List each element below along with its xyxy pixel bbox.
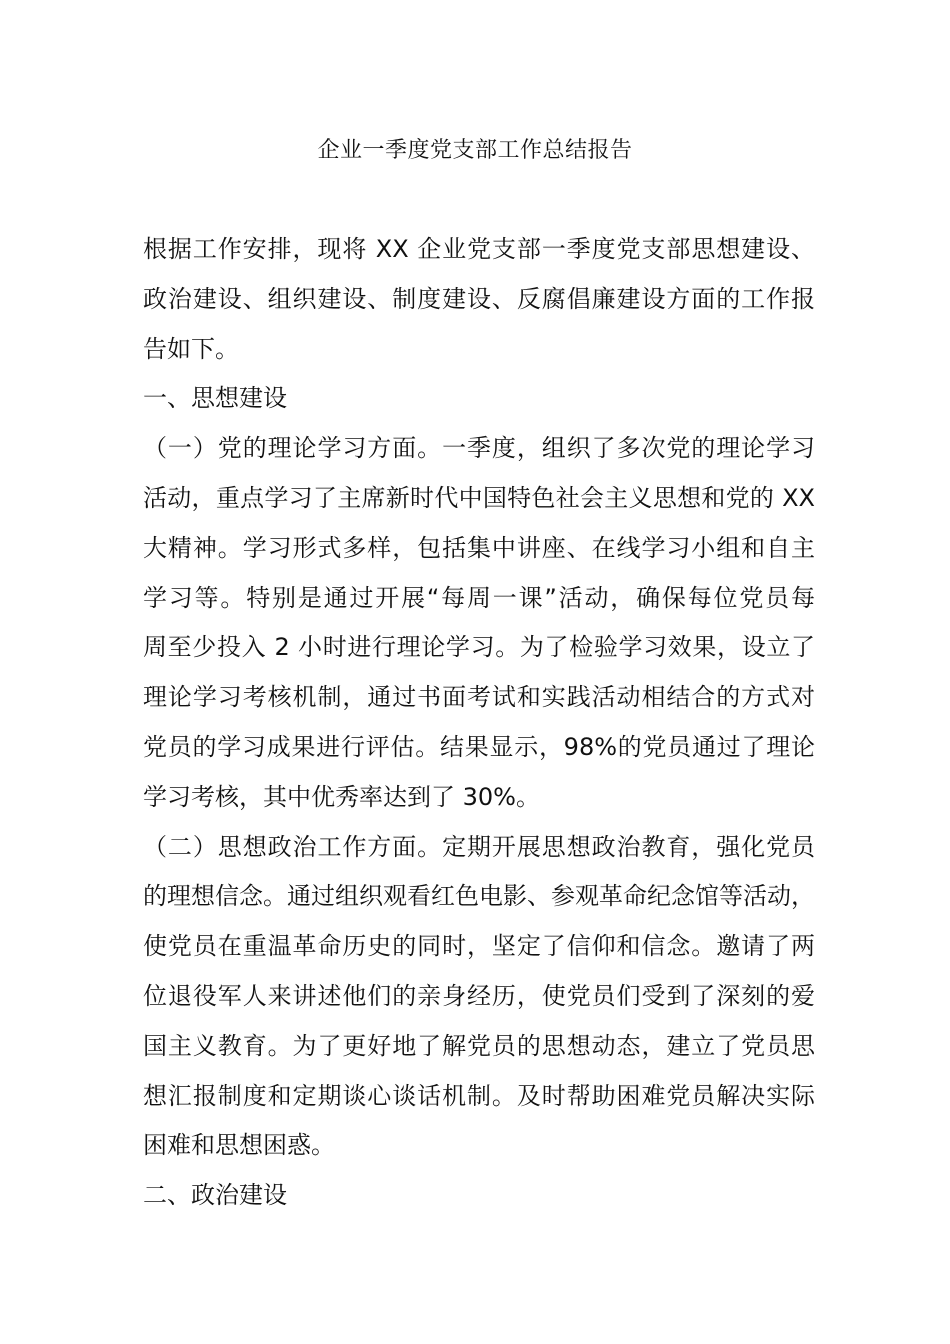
- document-title: 企业一季度党支部工作总结报告: [317, 138, 633, 163]
- section-heading: 一、思想建设: [143, 384, 287, 413]
- body-line: 活动，重点学习了主席新时代中国特色社会主义思想和党的 XX: [143, 483, 815, 512]
- body-line: 的理想信念。通过组织观看红色电影、参观革命纪念馆等活动，: [143, 882, 815, 911]
- body-line: 学习等。特别是通过开展“每周一课”活动，确保每位党员每: [143, 583, 815, 612]
- document-body: [143, 225, 815, 1221]
- body-line: （二）思想政治工作方面。定期开展思想政治教育，强化党员: [143, 832, 815, 861]
- body-line: （一）党的理论学习方面。一季度，组织了多次党的理论学习: [143, 434, 815, 463]
- body-line: 使党员在重温革命历史的同时，坚定了信仰和信念。邀请了两: [143, 932, 815, 961]
- body-line: 告如下。: [143, 334, 239, 363]
- body-line: 党员的学习成果进行评估。结果显示，98%的党员通过了理论: [143, 732, 815, 761]
- body-line: 周至少投入 2 小时进行理论学习。为了检验学习效果，设立了: [143, 633, 815, 662]
- body-line: 根据工作安排，现将 XX 企业党支部一季度党支部思想建设、: [143, 235, 815, 263]
- body-line: 国主义教育。为了更好地了解党员的思想动态，建立了党员思: [143, 1031, 815, 1060]
- body-line: 想汇报制度和定期谈心谈话机制。及时帮助困难党员解决实际: [143, 1081, 815, 1110]
- section-heading: 二、政治建设: [143, 1181, 287, 1210]
- body-line: 理论学习考核机制，通过书面考试和实践活动相结合的方式对: [143, 683, 815, 712]
- body-line: 学习考核，其中优秀率达到了 30%。: [143, 782, 540, 811]
- body-line: 政治建设、组织建设、制度建设、反腐倡廉建设方面的工作报: [143, 284, 815, 313]
- body-line: 大精神。学习形式多样，包括集中讲座、在线学习小组和自主: [143, 533, 815, 562]
- body-line: 困难和思想困惑。: [143, 1131, 335, 1160]
- body-line: 位退役军人来讲述他们的亲身经历，使党员们受到了深刻的爱: [143, 981, 815, 1010]
